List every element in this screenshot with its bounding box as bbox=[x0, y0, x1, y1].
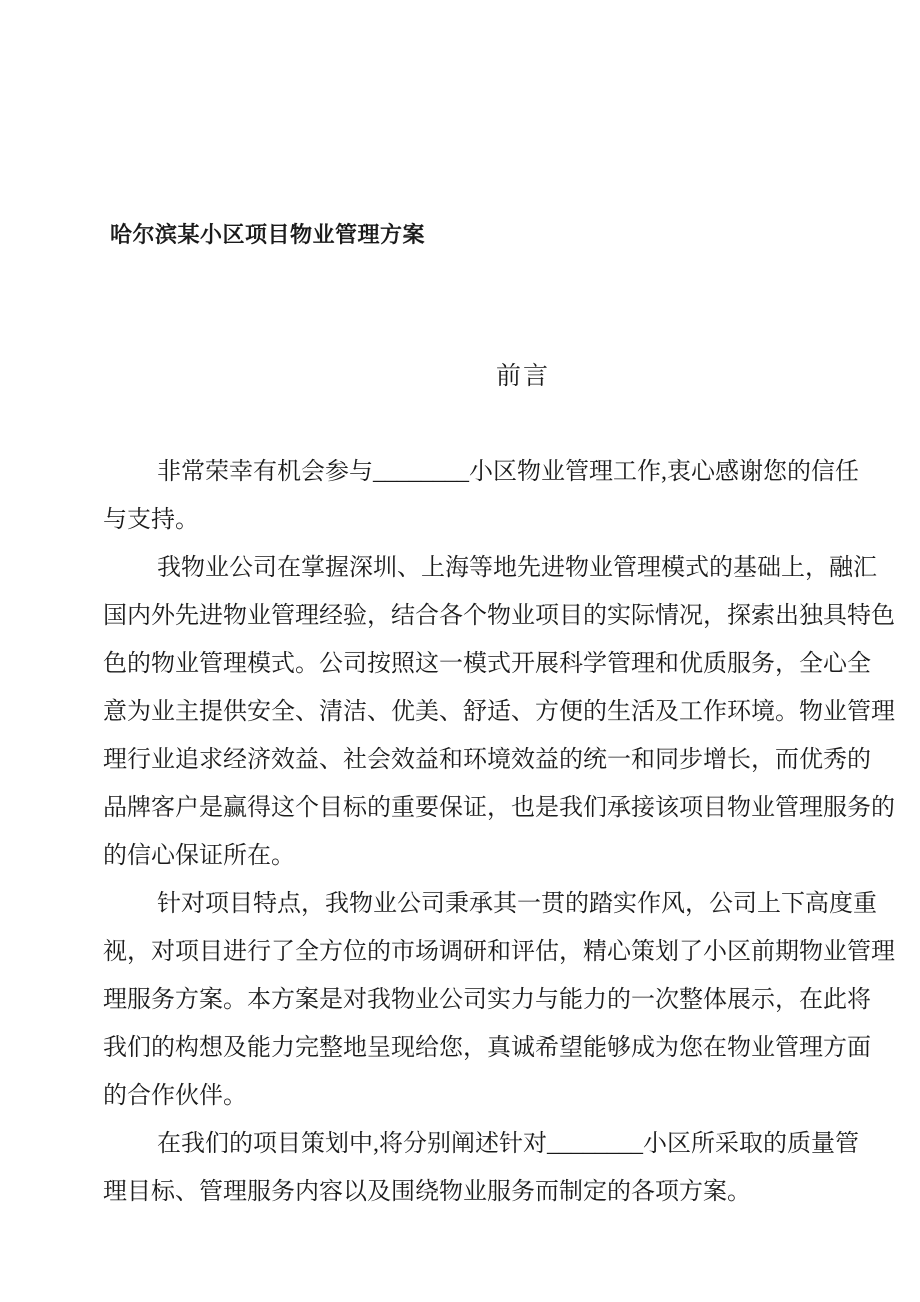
paragraph bbox=[103, 448, 915, 544]
text-line: 针对项目特点，我物业公司秉承其一贯的踏实作风，公司上下高度重 bbox=[157, 891, 877, 917]
text-line: 理服务方案。本方案是对我物业公司实力与能力的一次整体展示，在此将 bbox=[103, 987, 871, 1013]
text-line: 的合作伙伴。 bbox=[103, 1083, 247, 1109]
text-line: 我们的构想及能力完整地呈现给您，真诚希望能够成为您在物业管理方面 bbox=[103, 1035, 871, 1061]
text-line: 意为业主提供安全、清洁、优美、舒适、方便的生活及工作环境。物业管理 bbox=[103, 699, 895, 725]
text-line: 视，对项目进行了全方位的市场调研和评估，精心策划了小区前期物业管理 bbox=[103, 939, 895, 965]
document-title: 哈尔滨某小区项目物业管理方案 bbox=[110, 222, 426, 247]
text-line: 品牌客户是赢得这个目标的重要保证，也是我们承接该项目物业管理服务的 bbox=[103, 795, 895, 821]
text-line: 非常荣幸有机会参与________小区物业管理工作,衷心感谢您的信任 bbox=[157, 459, 859, 485]
text-line: 的信心保证所在。 bbox=[103, 843, 295, 869]
document-body bbox=[103, 448, 915, 1216]
paragraph bbox=[103, 544, 915, 880]
text-line: 我物业公司在掌握深圳、上海等地先进物业管理模式的基础上，融汇 bbox=[157, 555, 877, 581]
text-line: 在我们的项目策划中,将分别阐述针对________小区所采取的质量管 bbox=[157, 1131, 859, 1157]
paragraph bbox=[103, 880, 915, 1120]
text-line: 与支持。 bbox=[103, 507, 199, 533]
text-line: 国内外先进物业管理经验，结合各个物业项目的实际情况，探索出独具特色 bbox=[103, 603, 895, 629]
text-line: 理行业追求经济效益、社会效益和环境效益的统一和同步增长，而优秀的 bbox=[103, 747, 871, 773]
paragraph bbox=[103, 1120, 915, 1216]
text-line: 理目标、管理服务内容以及围绕物业服务而制定的各项方案。 bbox=[103, 1179, 751, 1205]
text-line: 色的物业管理模式。公司按照这一模式开展科学管理和优质服务，全心全 bbox=[103, 651, 871, 677]
preface-heading: 前言 bbox=[495, 363, 550, 390]
